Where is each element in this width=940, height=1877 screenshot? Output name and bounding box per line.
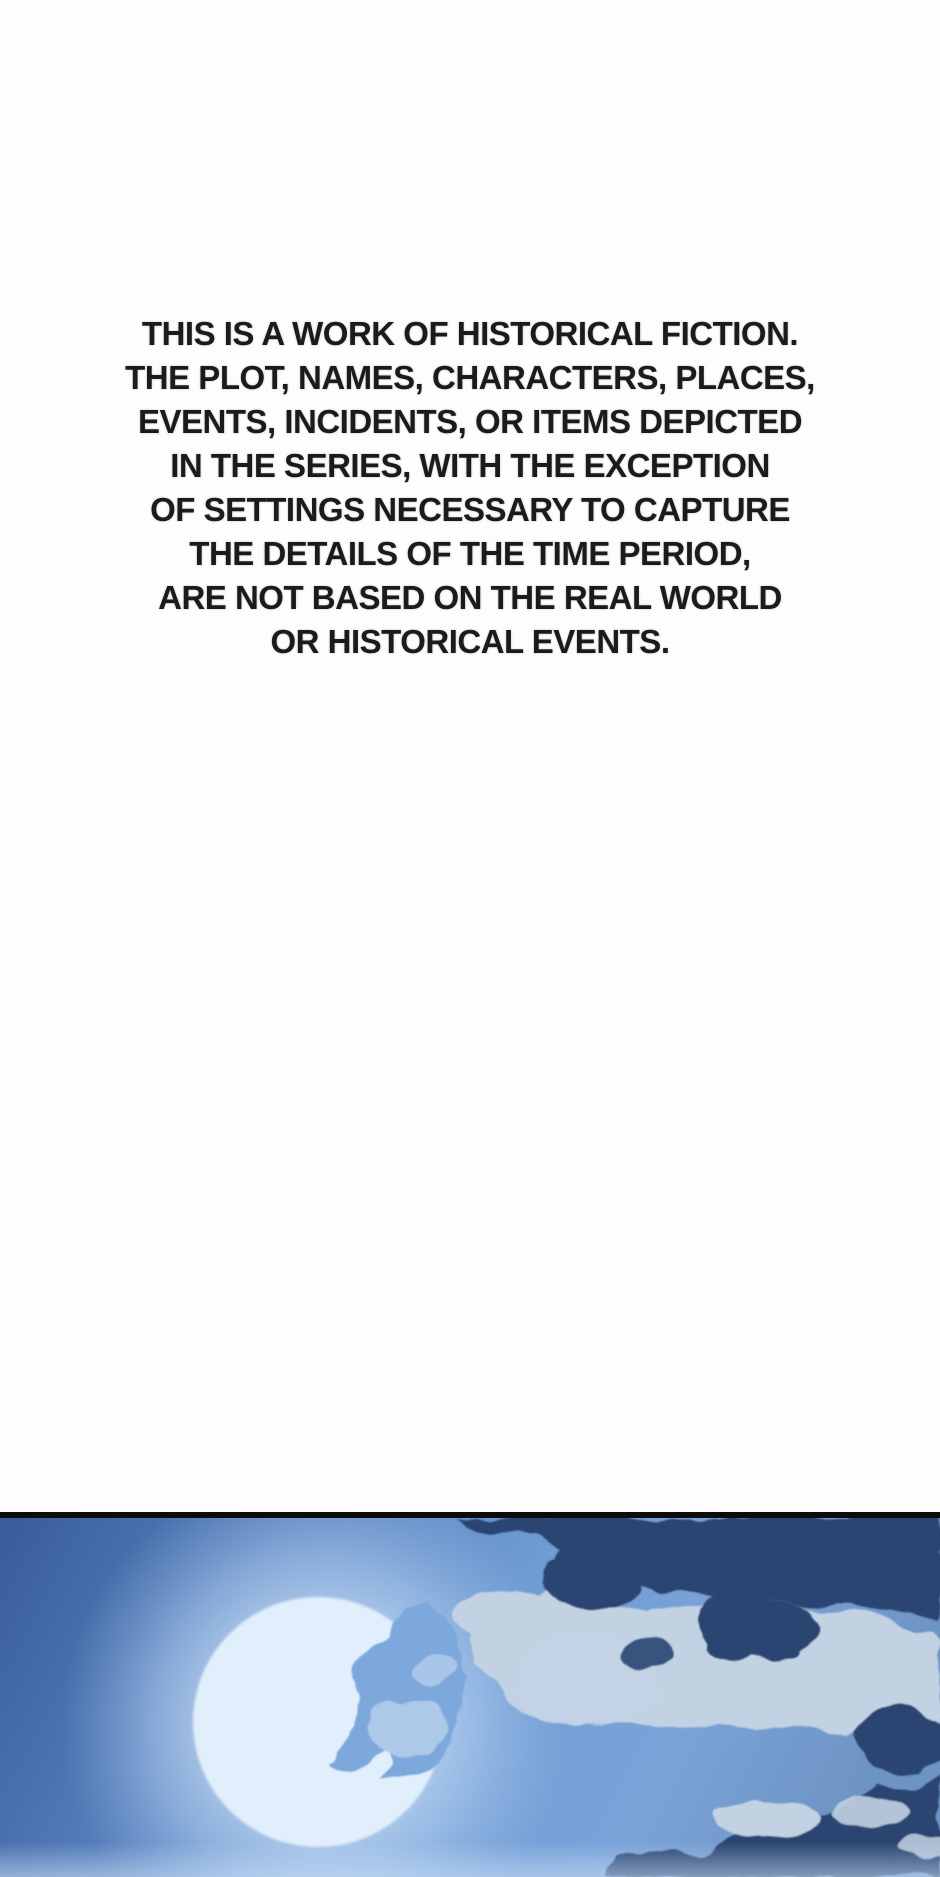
light-cloud-lobe — [452, 1589, 548, 1645]
moon-swirl-highlight — [366, 1696, 450, 1756]
disclaimer-line: IN THE SERIES, WITH THE EXCEPTION — [170, 447, 770, 484]
moon-swirl-highlight — [415, 1654, 459, 1686]
disclaimer-line: THE DETAILS OF THE TIME PERIOD, — [189, 535, 751, 572]
disclaimer-line: THIS IS A WORK OF HISTORICAL FICTION. — [141, 315, 799, 352]
disclaimer-line: OF SETTINGS NECESSARY TO CAPTURE — [150, 491, 790, 528]
bottom-haze — [0, 1842, 940, 1877]
light-cloud-patch — [716, 1798, 820, 1838]
disclaimer-line: OR HISTORICAL EVENTS. — [270, 623, 670, 660]
dark-cloud-blob — [622, 1640, 674, 1668]
disclaimer-line: EVENTS, INCIDENTS, OR ITEMS DEPICTED — [137, 403, 803, 440]
disclaimer-line: THE PLOT, NAMES, CHARACTERS, PLACES, — [125, 359, 815, 396]
disclaimer-line: ARE NOT BASED ON THE REAL WORLD — [158, 579, 782, 616]
panel-top-border — [0, 1512, 940, 1518]
night-sky-panel — [0, 1512, 940, 1877]
disclaimer-panel — [0, 312, 940, 664]
light-cloud-patch — [828, 1797, 908, 1827]
